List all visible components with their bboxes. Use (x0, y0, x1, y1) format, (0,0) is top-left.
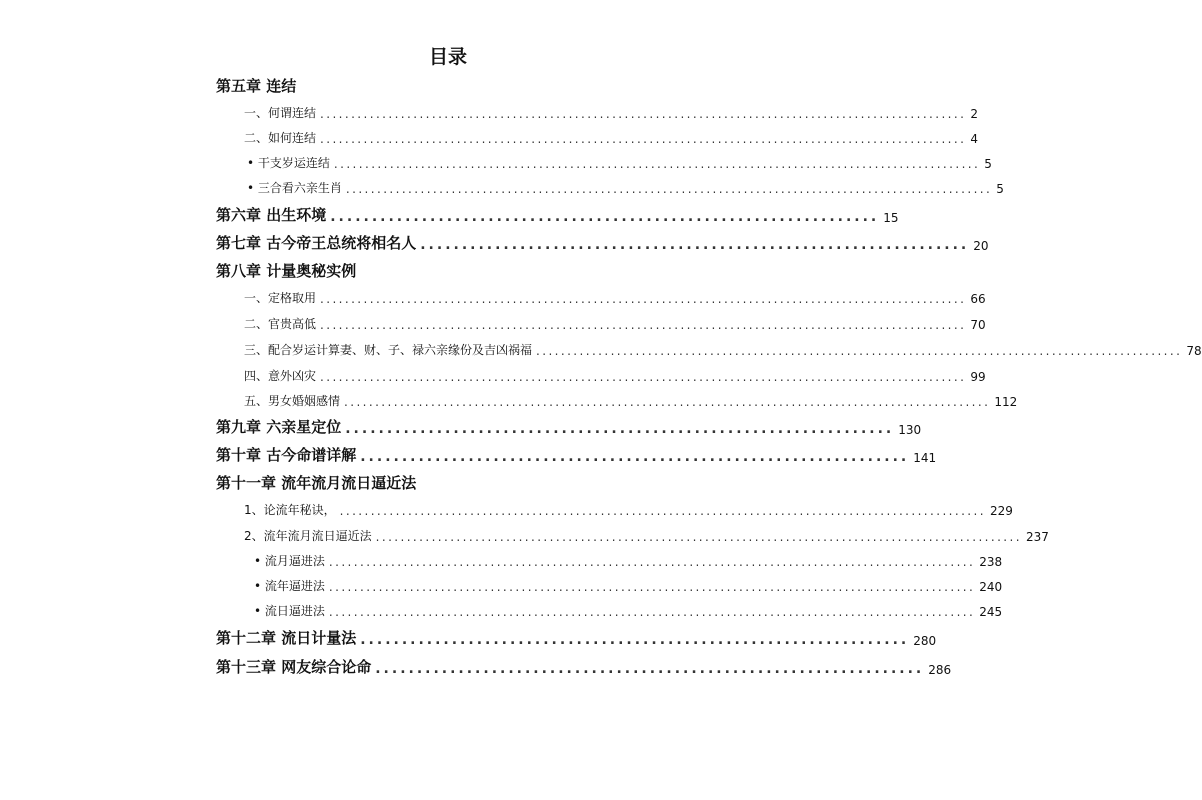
dot-leader: ........................................................................................................ (320, 292, 967, 306)
dot-leader: ........................................................................................................ (536, 344, 1183, 358)
toc-label: 第六章 出生环境 (216, 206, 327, 224)
toc-page-number: 240 (979, 580, 1003, 594)
toc-label: 第九章 六亲星定位 (216, 418, 342, 436)
dot-leader: ........................................................................................................ (339, 504, 986, 518)
toc-label: 第十章 古今命谱详解 (216, 446, 357, 464)
toc-entry[interactable] (247, 176, 1004, 196)
dot-leader: ........................................................................................................ (320, 107, 967, 121)
toc-page-number: 5 (996, 182, 1004, 196)
toc-page-number: 141 (913, 451, 937, 465)
dot-leader: ........................................................................................................ (328, 605, 976, 619)
dot-leader: .................................................................. (360, 632, 910, 648)
toc-label: 四、意外凶灾 (244, 369, 317, 383)
toc-page-number: 4 (970, 132, 978, 146)
toc-page-number: 99 (970, 370, 986, 384)
toc-page-number: 286 (928, 663, 952, 677)
toc-label: 1、论流年秘诀， (244, 503, 336, 517)
toc-entry[interactable] (244, 364, 986, 384)
toc-page-number: 229 (989, 504, 1013, 518)
toc-chapter[interactable] (216, 443, 937, 465)
dot-leader: ........................................................................................................ (328, 580, 976, 594)
dot-leader: .................................................................. (375, 661, 925, 677)
dot-leader: .................................................................. (345, 421, 895, 437)
toc-page-number: 130 (898, 423, 922, 437)
toc-page-number: 70 (970, 318, 986, 332)
toc-entry[interactable] (244, 312, 986, 332)
toc-entry[interactable] (254, 599, 1003, 619)
toc-entry[interactable] (244, 126, 978, 146)
toc-label: 2、流年流月流日逼近法 (244, 529, 372, 543)
toc-page-number: 237 (1025, 530, 1049, 544)
dot-leader: ........................................................................................................ (344, 395, 991, 409)
toc-label: 二、官贵高低 (244, 317, 317, 331)
dot-leader: ........................................................................................................ (320, 132, 967, 146)
toc-label: 第八章 计量奥秘实例 (216, 262, 357, 280)
toc-entry[interactable] (244, 524, 1049, 544)
toc-label: 三、配合岁运计算妻、财、子、禄六亲缘份及吉凶祸福 (244, 343, 533, 357)
dot-leader: .................................................................. (420, 237, 970, 253)
toc-label: 一、何谓连结 (244, 106, 317, 120)
toc-page-number: 66 (970, 292, 986, 306)
dot-leader: ........................................................................................................ (320, 318, 967, 332)
toc-page-number: 78 (1186, 344, 1202, 358)
toc-label: • 三合看六亲生肖 (247, 181, 342, 195)
toc-chapter[interactable] (216, 626, 937, 648)
dot-leader: .................................................................. (330, 209, 880, 225)
toc-entry[interactable] (254, 549, 1003, 569)
toc-entry[interactable] (244, 101, 978, 121)
toc-page-number: 2 (970, 107, 978, 121)
toc-entry[interactable] (244, 338, 1202, 358)
toc-entry[interactable] (244, 389, 1018, 409)
toc-entry[interactable] (244, 286, 986, 306)
dot-leader: ........................................................................................................ (328, 555, 976, 569)
toc-label: • 流年逼进法 (254, 579, 325, 593)
toc-label: 第十一章 流年流月流日逼近法 (216, 474, 417, 492)
toc-label: 第五章 连结 (216, 77, 297, 95)
toc-chapter[interactable] (216, 655, 952, 677)
toc-entry[interactable] (244, 498, 1013, 518)
toc-heading[interactable] (216, 74, 644, 96)
toc-label: • 流日逼进法 (254, 604, 325, 618)
toc-page-number: 245 (979, 605, 1003, 619)
dot-leader: .................................................................. (360, 449, 910, 465)
toc-page-number: 5 (984, 157, 992, 171)
toc-label: 五、男女婚姻感情 (244, 394, 341, 408)
dot-leader: ........................................................................................................ (320, 370, 967, 384)
toc-label: • 流月逼进法 (254, 554, 325, 568)
toc-label: 一、定格取用 (244, 291, 317, 305)
dot-leader: ........................................................................................................ (333, 157, 981, 171)
toc-label: 第十二章 流日计量法 (216, 629, 357, 647)
page-title: 目录 (428, 46, 467, 68)
toc-label: 第十三章 网友综合论命 (216, 658, 372, 676)
dot-leader: ........................................................................................................ (345, 182, 993, 196)
toc-label: 二、如何连结 (244, 131, 317, 145)
toc-page-number: 112 (994, 395, 1018, 409)
toc-chapter[interactable] (216, 231, 989, 253)
toc-page-number: 20 (973, 239, 989, 253)
toc-page-number: 238 (979, 555, 1003, 569)
toc-label: • 干支岁运连结 (247, 156, 330, 170)
toc-entry[interactable] (247, 151, 992, 171)
toc-chapter[interactable] (216, 203, 899, 225)
toc-chapter[interactable] (216, 415, 922, 437)
toc-page-number: 15 (883, 211, 899, 225)
toc-heading[interactable] (216, 259, 644, 281)
dot-leader: ........................................................................................................ (375, 530, 1022, 544)
toc-heading[interactable] (216, 471, 644, 493)
toc-label: 第七章 古今帝王总统将相名人 (216, 234, 417, 252)
toc-entry[interactable] (254, 574, 1003, 594)
toc-page-number: 280 (913, 634, 937, 648)
